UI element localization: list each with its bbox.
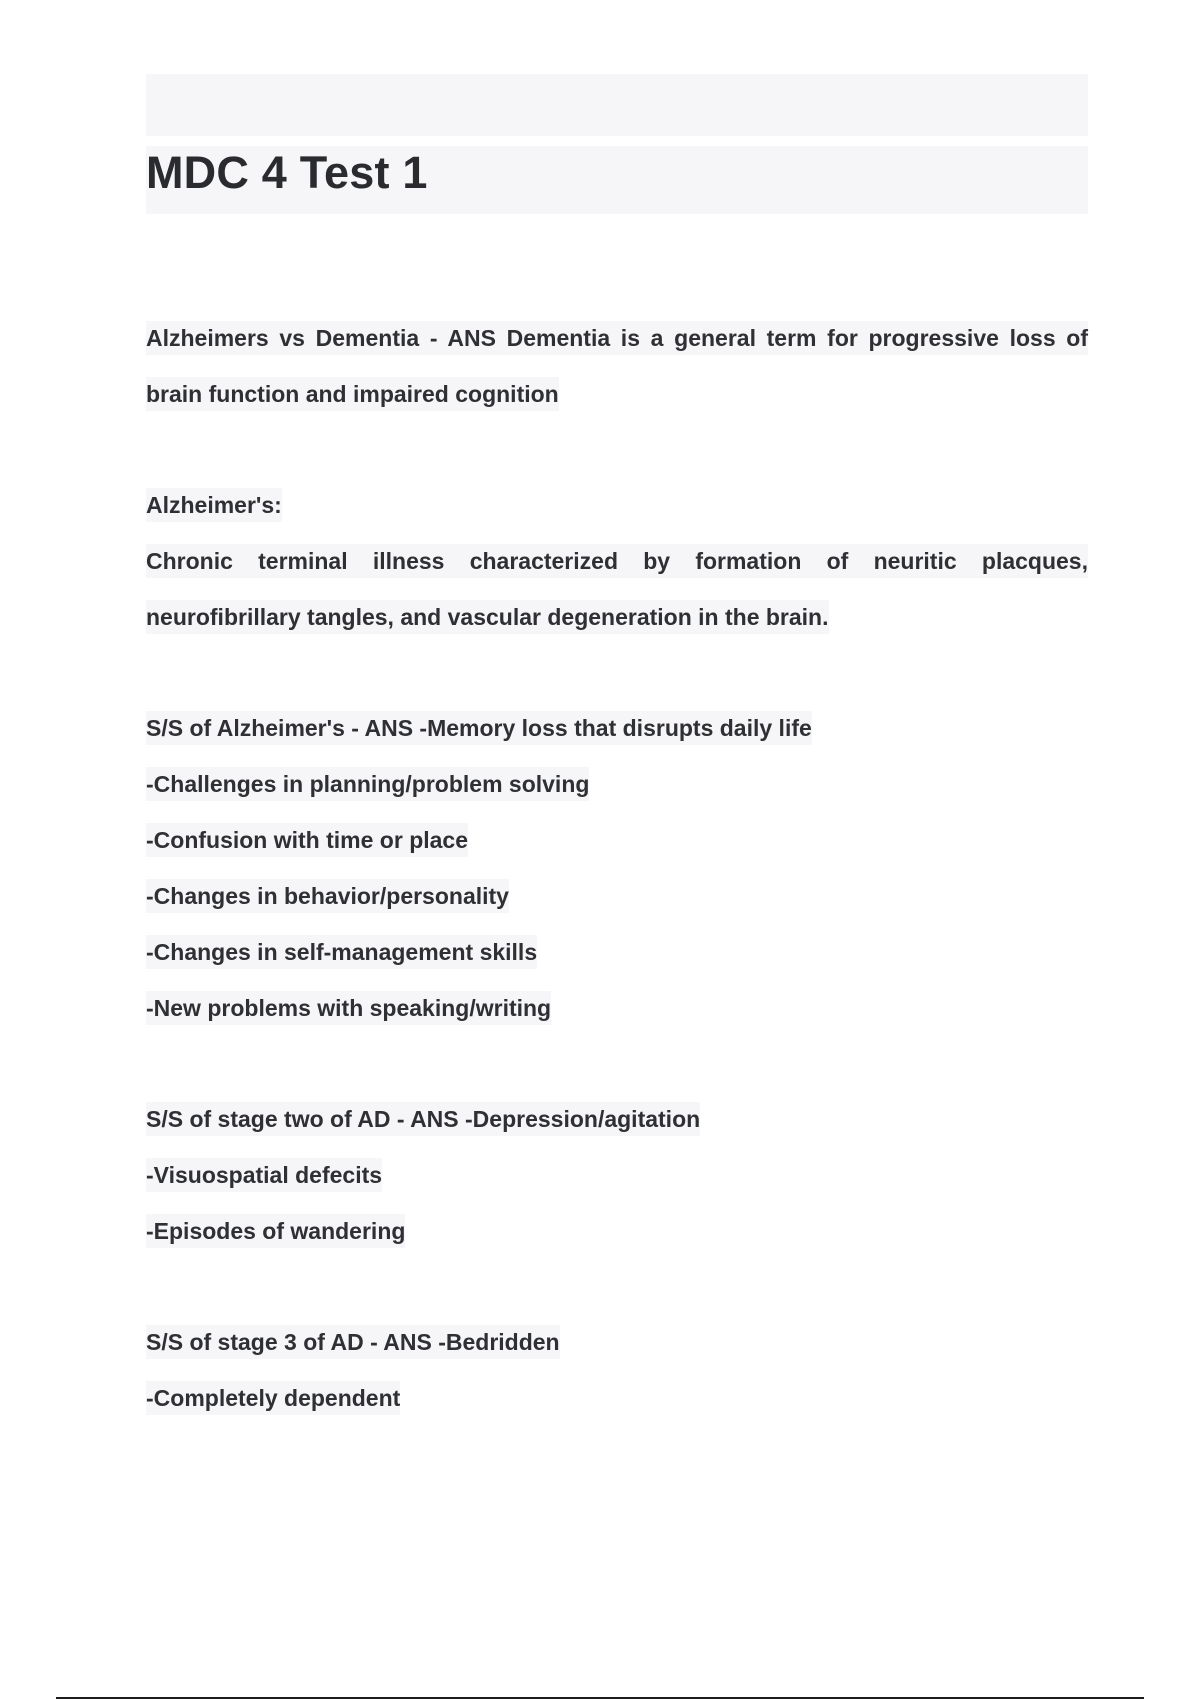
footer-divider — [56, 1697, 1144, 1699]
text-line: S/S of stage 3 of AD - ANS -Bedridden — [146, 1314, 1088, 1370]
list-item: -Episodes of wandering — [146, 1203, 1088, 1259]
page-title: MDC 4 Test 1 — [146, 147, 428, 198]
entry-ss-stage-three — [146, 1314, 1088, 1426]
text-line: S/S of stage two of AD - ANS -Depression/agitation — [146, 1091, 1088, 1147]
text-line: brain function and impaired cognition — [146, 366, 1088, 422]
entry-ss-stage-two — [146, 1091, 1088, 1259]
text-line: neurofibrillary tangles, and vascular degeneration in the brain. — [146, 589, 1088, 645]
header-band — [146, 74, 1088, 136]
list-item: -Completely dependent — [146, 1370, 1088, 1426]
entry-alzheimers-definition — [146, 477, 1088, 645]
list-item: -Challenges in planning/problem solving — [146, 756, 1088, 812]
text-line: Alzheimers vs Dementia - ANS Dementia is a general term for progressive loss of — [146, 310, 1088, 366]
text-line: Chronic terminal illness characterized by formation of neuritic placques, — [146, 533, 1088, 589]
text-line: S/S of Alzheimer's - ANS -Memory loss that disrupts daily life — [146, 700, 1088, 756]
list-item: -Visuospatial defecits — [146, 1147, 1088, 1203]
list-item: -New problems with speaking/writing — [146, 980, 1088, 1036]
list-item: -Changes in behavior/personality — [146, 868, 1088, 924]
entry-alzheimers-vs-dementia — [146, 310, 1088, 422]
list-item: -Changes in self-management skills — [146, 924, 1088, 980]
text-line: Alzheimer's: — [146, 477, 1088, 533]
document-body — [146, 310, 1088, 1426]
entry-ss-alzheimers — [146, 700, 1088, 1036]
list-item: -Confusion with time or place — [146, 812, 1088, 868]
